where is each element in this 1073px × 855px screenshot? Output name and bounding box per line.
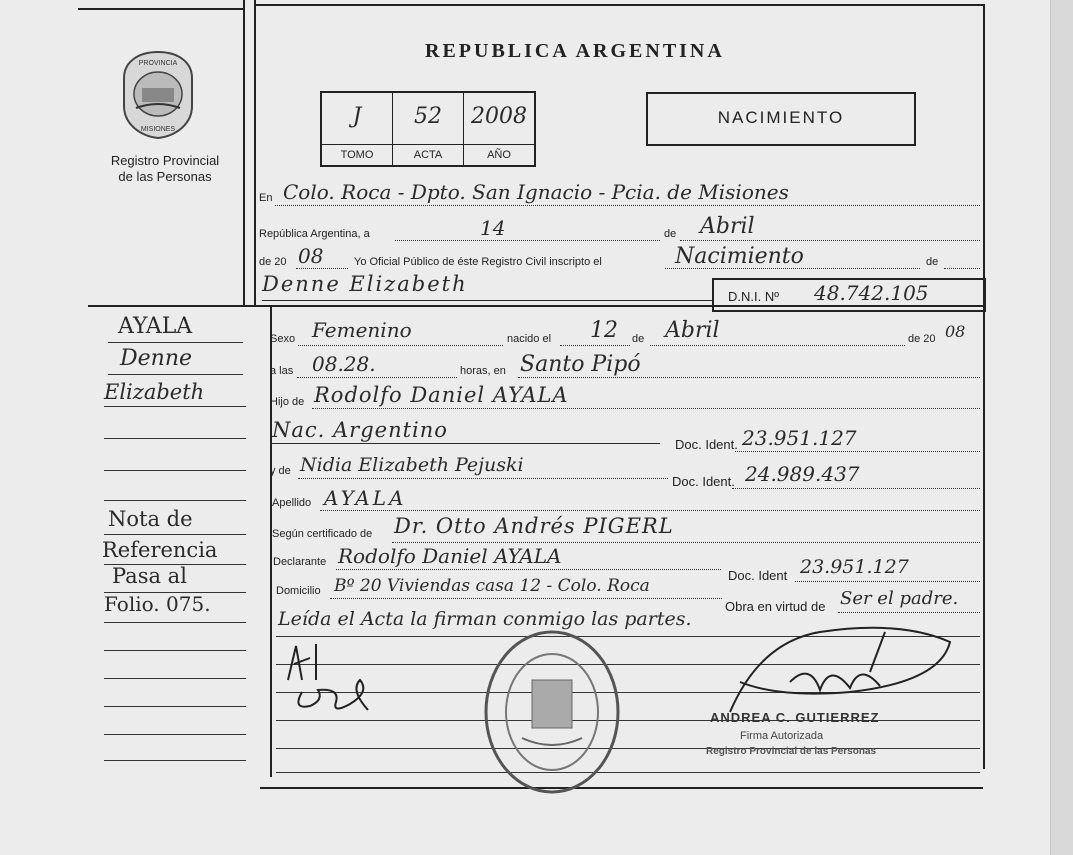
margin-name2: Elizabeth	[104, 380, 205, 404]
ano-cell	[464, 93, 534, 165]
margin-line	[104, 500, 246, 501]
birth-day-line	[560, 345, 630, 346]
margin-line	[104, 650, 246, 651]
record-type-label: NACIMIENTO	[717, 108, 845, 127]
hijo-label: Hijo de	[270, 396, 305, 408]
birth-month-value: Abril	[665, 318, 720, 343]
month-line	[680, 240, 980, 241]
father-value: Rodolfo Daniel AYALA	[314, 383, 569, 407]
margin-line	[104, 734, 246, 735]
margin-surname: AYALA	[118, 314, 193, 339]
margin-line	[108, 342, 243, 343]
certificado-line	[392, 542, 980, 543]
father-doc-line	[735, 451, 980, 452]
top-border-right	[255, 4, 985, 6]
margin-line	[104, 406, 246, 407]
declarante-doc-line	[795, 581, 980, 582]
margin-note-line3: Pasa al	[112, 564, 187, 588]
margin-line	[104, 760, 246, 761]
ruled-line	[276, 772, 980, 773]
declarante-line	[336, 569, 721, 570]
ano-label: AÑO	[464, 144, 534, 165]
official-signature	[700, 612, 960, 722]
margin-name1: Denne	[120, 346, 193, 371]
signatory-title: Firma Autorizada	[740, 730, 824, 742]
month-de-label: de	[664, 228, 677, 240]
margin-note-line4: Folio. 075.	[104, 592, 211, 616]
dni-label: D.N.I. Nº	[728, 289, 779, 304]
domicilio-line	[330, 598, 722, 599]
hour-line	[297, 377, 457, 378]
margin-line	[104, 706, 246, 707]
apellido-line	[320, 510, 980, 511]
declarante-doc-value: 23.951.127	[800, 556, 909, 578]
declarante-doc-label: Doc. Ident	[728, 568, 788, 583]
margin-line	[104, 622, 246, 623]
declarante-label: Declarante	[273, 556, 327, 568]
en-label: En	[259, 192, 273, 204]
tomo-value: J	[352, 104, 362, 129]
birth-month-de-label: de	[632, 333, 645, 345]
birth-day-value: 12	[590, 318, 618, 343]
acta-value: 52	[414, 104, 442, 129]
mother-line	[298, 478, 668, 479]
father-line	[312, 408, 980, 409]
country-title: REPUBLICA ARGENTINA	[425, 40, 725, 62]
birth-year-prefix: de 20	[908, 333, 936, 345]
yde-label: y de	[270, 465, 291, 477]
record-type-box	[646, 92, 916, 146]
name-value: Denne Elizabeth	[262, 272, 468, 296]
margin-line	[104, 678, 246, 679]
provincial-seal-icon	[118, 48, 198, 140]
signatory-org: Registro Provincial de las Personas	[706, 746, 877, 757]
father-nationality: Nac. Argentino	[272, 418, 448, 442]
initials-signature	[280, 640, 390, 720]
birth-month-line	[650, 345, 905, 346]
dni-box	[712, 278, 986, 312]
margin-line	[104, 470, 246, 471]
inscripto-de-label: de	[926, 256, 939, 268]
dni-value: 48.742.105	[814, 281, 929, 305]
year-prefix-label: de 20	[259, 256, 287, 268]
apellido-label: Apellido	[272, 497, 312, 509]
en-value: Colo. Roca - Dpto. San Ignacio - Pcia. de Misiones	[283, 180, 789, 204]
obra-value: Ser el padre.	[840, 588, 959, 609]
mother-doc-line	[732, 488, 980, 489]
leida-text: Leída el Acta la firman conmigo las partes.	[278, 608, 692, 630]
name-line	[262, 300, 712, 301]
day-value: 14	[480, 216, 506, 240]
obra-label: Obra en virtud de	[725, 599, 826, 614]
inscripto-end-line	[944, 268, 980, 269]
page-edge-shadow	[1050, 0, 1073, 855]
margin-line	[104, 438, 246, 439]
place-line	[518, 377, 980, 378]
registry-name-line2: de las Personas	[118, 169, 212, 184]
day-line	[395, 240, 660, 241]
reference-boxes	[320, 91, 536, 167]
sexo-label: Sexo	[270, 333, 296, 345]
signatory-name: ANDREA C. GUTIERREZ	[710, 710, 880, 725]
left-column-divider	[243, 0, 245, 305]
father-nat-line	[270, 443, 660, 444]
tomo-label: TOMO	[322, 144, 392, 165]
sexo-value: Femenino	[312, 318, 412, 342]
father-doc-label: Doc. Ident.	[675, 437, 738, 452]
mother-doc-label: Doc. Ident.	[672, 474, 735, 489]
year-value: 08	[298, 244, 324, 268]
mother-value: Nidia Elizabeth Pejuski	[300, 454, 524, 476]
acta-cell	[393, 93, 464, 165]
en-line	[275, 205, 980, 206]
republica-label: República Argentina, a	[259, 228, 370, 240]
month-value: Abril	[700, 214, 755, 239]
nacido-label: nacido el	[507, 333, 552, 345]
margin-note-line1: Nota de	[108, 507, 193, 531]
place-value: Santo Pipó	[520, 352, 641, 377]
certificado-value: Dr. Otto Andrés PIGERL	[394, 514, 674, 538]
birth-year-value: 08	[945, 322, 966, 341]
sexo-line	[298, 345, 503, 346]
registry-name-line1: Registro Provincial	[110, 153, 220, 168]
margin-line	[104, 534, 246, 535]
domicilio-value: Bº 20 Viviendas casa 12 - Colo. Roca	[334, 576, 650, 596]
oficial-text: Yo Oficial Público de éste Registro Civil inscripto el	[354, 256, 602, 268]
horas-label: horas, en	[460, 365, 506, 377]
margin-line	[108, 374, 243, 375]
alas-label: a las	[270, 365, 294, 377]
acta-label: ACTA	[393, 144, 463, 165]
year-line	[296, 268, 348, 269]
official-stamp-icon	[482, 628, 622, 796]
ano-value: 2008	[471, 104, 527, 129]
inscripto-value: Nacimiento	[675, 244, 804, 269]
top-border-left	[78, 8, 243, 10]
certificado-label: Según certificado de	[272, 528, 373, 540]
tomo-cell	[322, 93, 393, 165]
main-left-border	[254, 0, 256, 305]
left-section-divider	[88, 305, 270, 307]
seal-top-text: PROVINCIA	[138, 60, 178, 67]
seal-bottom-text: MISIONES	[140, 126, 176, 133]
registry-name	[90, 153, 240, 185]
hour-value: 08.28.	[312, 352, 376, 376]
right-border	[983, 4, 985, 769]
domicilio-label: Domicilio	[276, 585, 321, 597]
mother-doc-value: 24.989.437	[745, 462, 860, 486]
declarante-value: Rodolfo Daniel AYALA	[338, 544, 562, 568]
apellido-value: AYALA	[324, 486, 407, 510]
margin-note-line2: Referencia	[102, 538, 218, 562]
father-doc-value: 23.951.127	[742, 426, 857, 450]
